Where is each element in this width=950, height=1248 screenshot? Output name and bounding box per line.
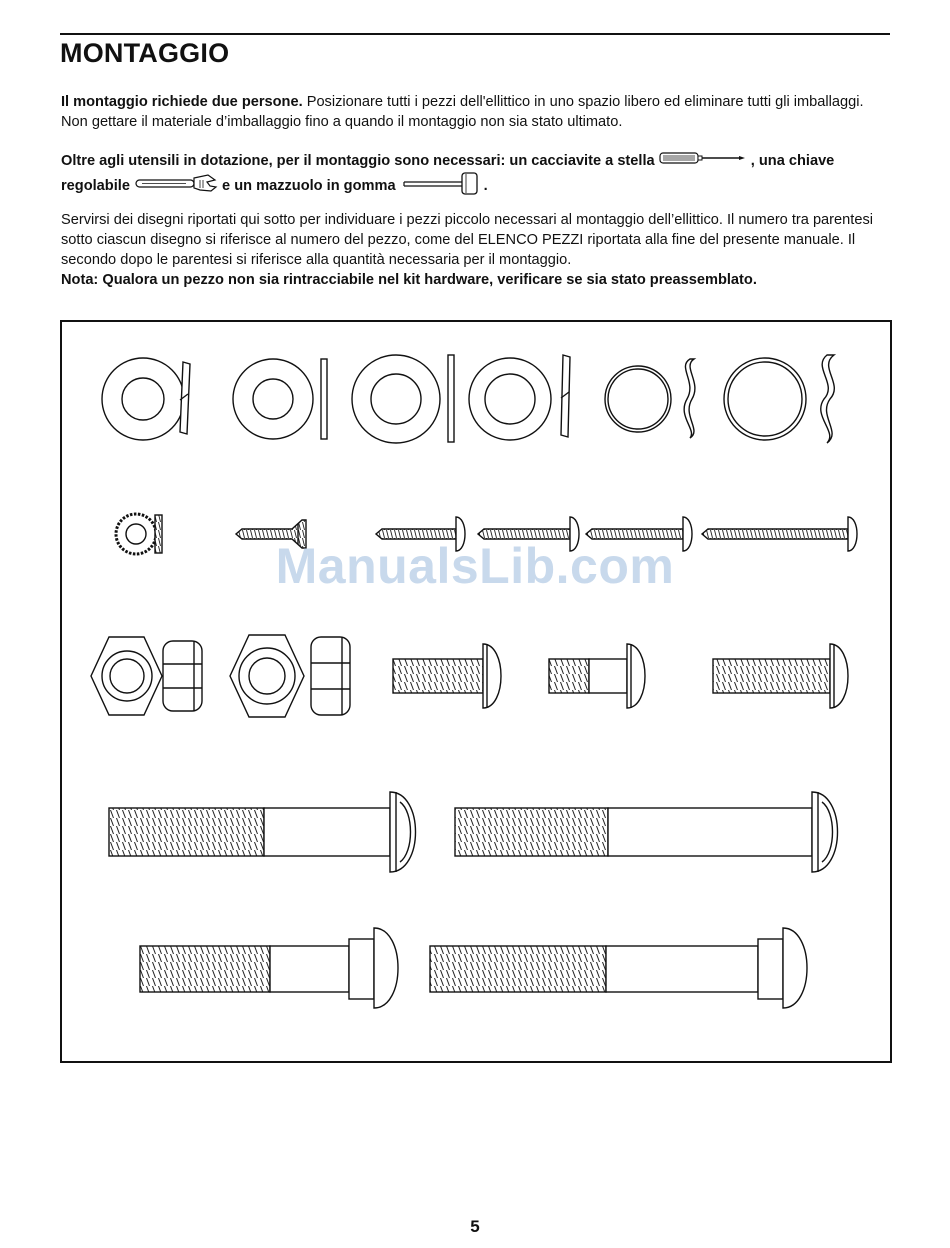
long-bolt-2-drawing <box>455 792 838 872</box>
button-bolt-2-drawing <box>549 644 645 708</box>
hardware-drawings <box>62 322 890 1061</box>
instructions-text: Servirsi dei disegni riportati qui sotto per individuare i pezzi piccolo necessari al montaggio dell’ellittico. Il numero tra parentesi sotto ciascun disegno si riferisce al numero del pezzo, come del ELENCO PEZZI riportata alla fine del presente manuale. Il secondo dopo le parentesi si riferisce alla quantità necessaria per il montaggio. <box>61 212 873 268</box>
wrench-icon <box>134 174 218 198</box>
tools-paragraph <box>61 151 891 201</box>
hardware-box <box>60 320 892 1063</box>
tools-text-1: Oltre agli utensili in dotazione, per il montaggio sono necessari: un cacciavite a stella <box>61 153 659 169</box>
intro-text: Posizionare tutti i pezzi dell'ellittico in uno spazio libero ed eliminare tutti gli imballaggi. Non gettare il materiale d’imballaggio fino a quando il montaggio non sia stato ultimato. <box>61 94 864 130</box>
page-title: MONTAGGIO <box>60 38 230 68</box>
carriage-bolt-2-drawing <box>430 928 807 1008</box>
nylon-nut-large-drawing <box>230 635 350 717</box>
intro-bold-lead: Il montaggio richiede due persone. <box>61 94 303 110</box>
tools-text-4: . <box>479 178 488 194</box>
wave-washer-large-drawing <box>724 355 834 443</box>
nylon-nut-small-drawing <box>91 637 202 715</box>
flat-washer-small-drawing <box>233 359 327 439</box>
watermark: ManualsLib.com <box>275 538 675 594</box>
long-bolt-1-drawing <box>109 792 416 872</box>
split-washer-drawing <box>102 358 190 440</box>
title-rule <box>60 33 890 35</box>
split-washer-large-drawing <box>469 355 570 440</box>
screwdriver-icon <box>659 151 747 171</box>
button-bolt-1-drawing <box>393 644 501 708</box>
page-number: 5 <box>470 1217 480 1236</box>
button-bolt-3-drawing <box>713 644 848 708</box>
instructions-paragraph <box>61 210 891 290</box>
carriage-bolt-1-drawing <box>140 928 398 1008</box>
tools-text-3: e un mazzuolo in gomma <box>218 178 400 194</box>
tools-text-2: , una chiave regolabile <box>61 153 835 194</box>
mallet-icon <box>400 171 480 201</box>
flat-washer-large-drawing <box>352 355 454 443</box>
wave-washer-small-drawing <box>605 359 695 438</box>
intro-paragraph <box>61 92 891 132</box>
instructions-note: Nota: Qualora un pezzo non sia rintracciabile nel kit hardware, verificare se sia stato preassemblato. <box>61 272 757 288</box>
